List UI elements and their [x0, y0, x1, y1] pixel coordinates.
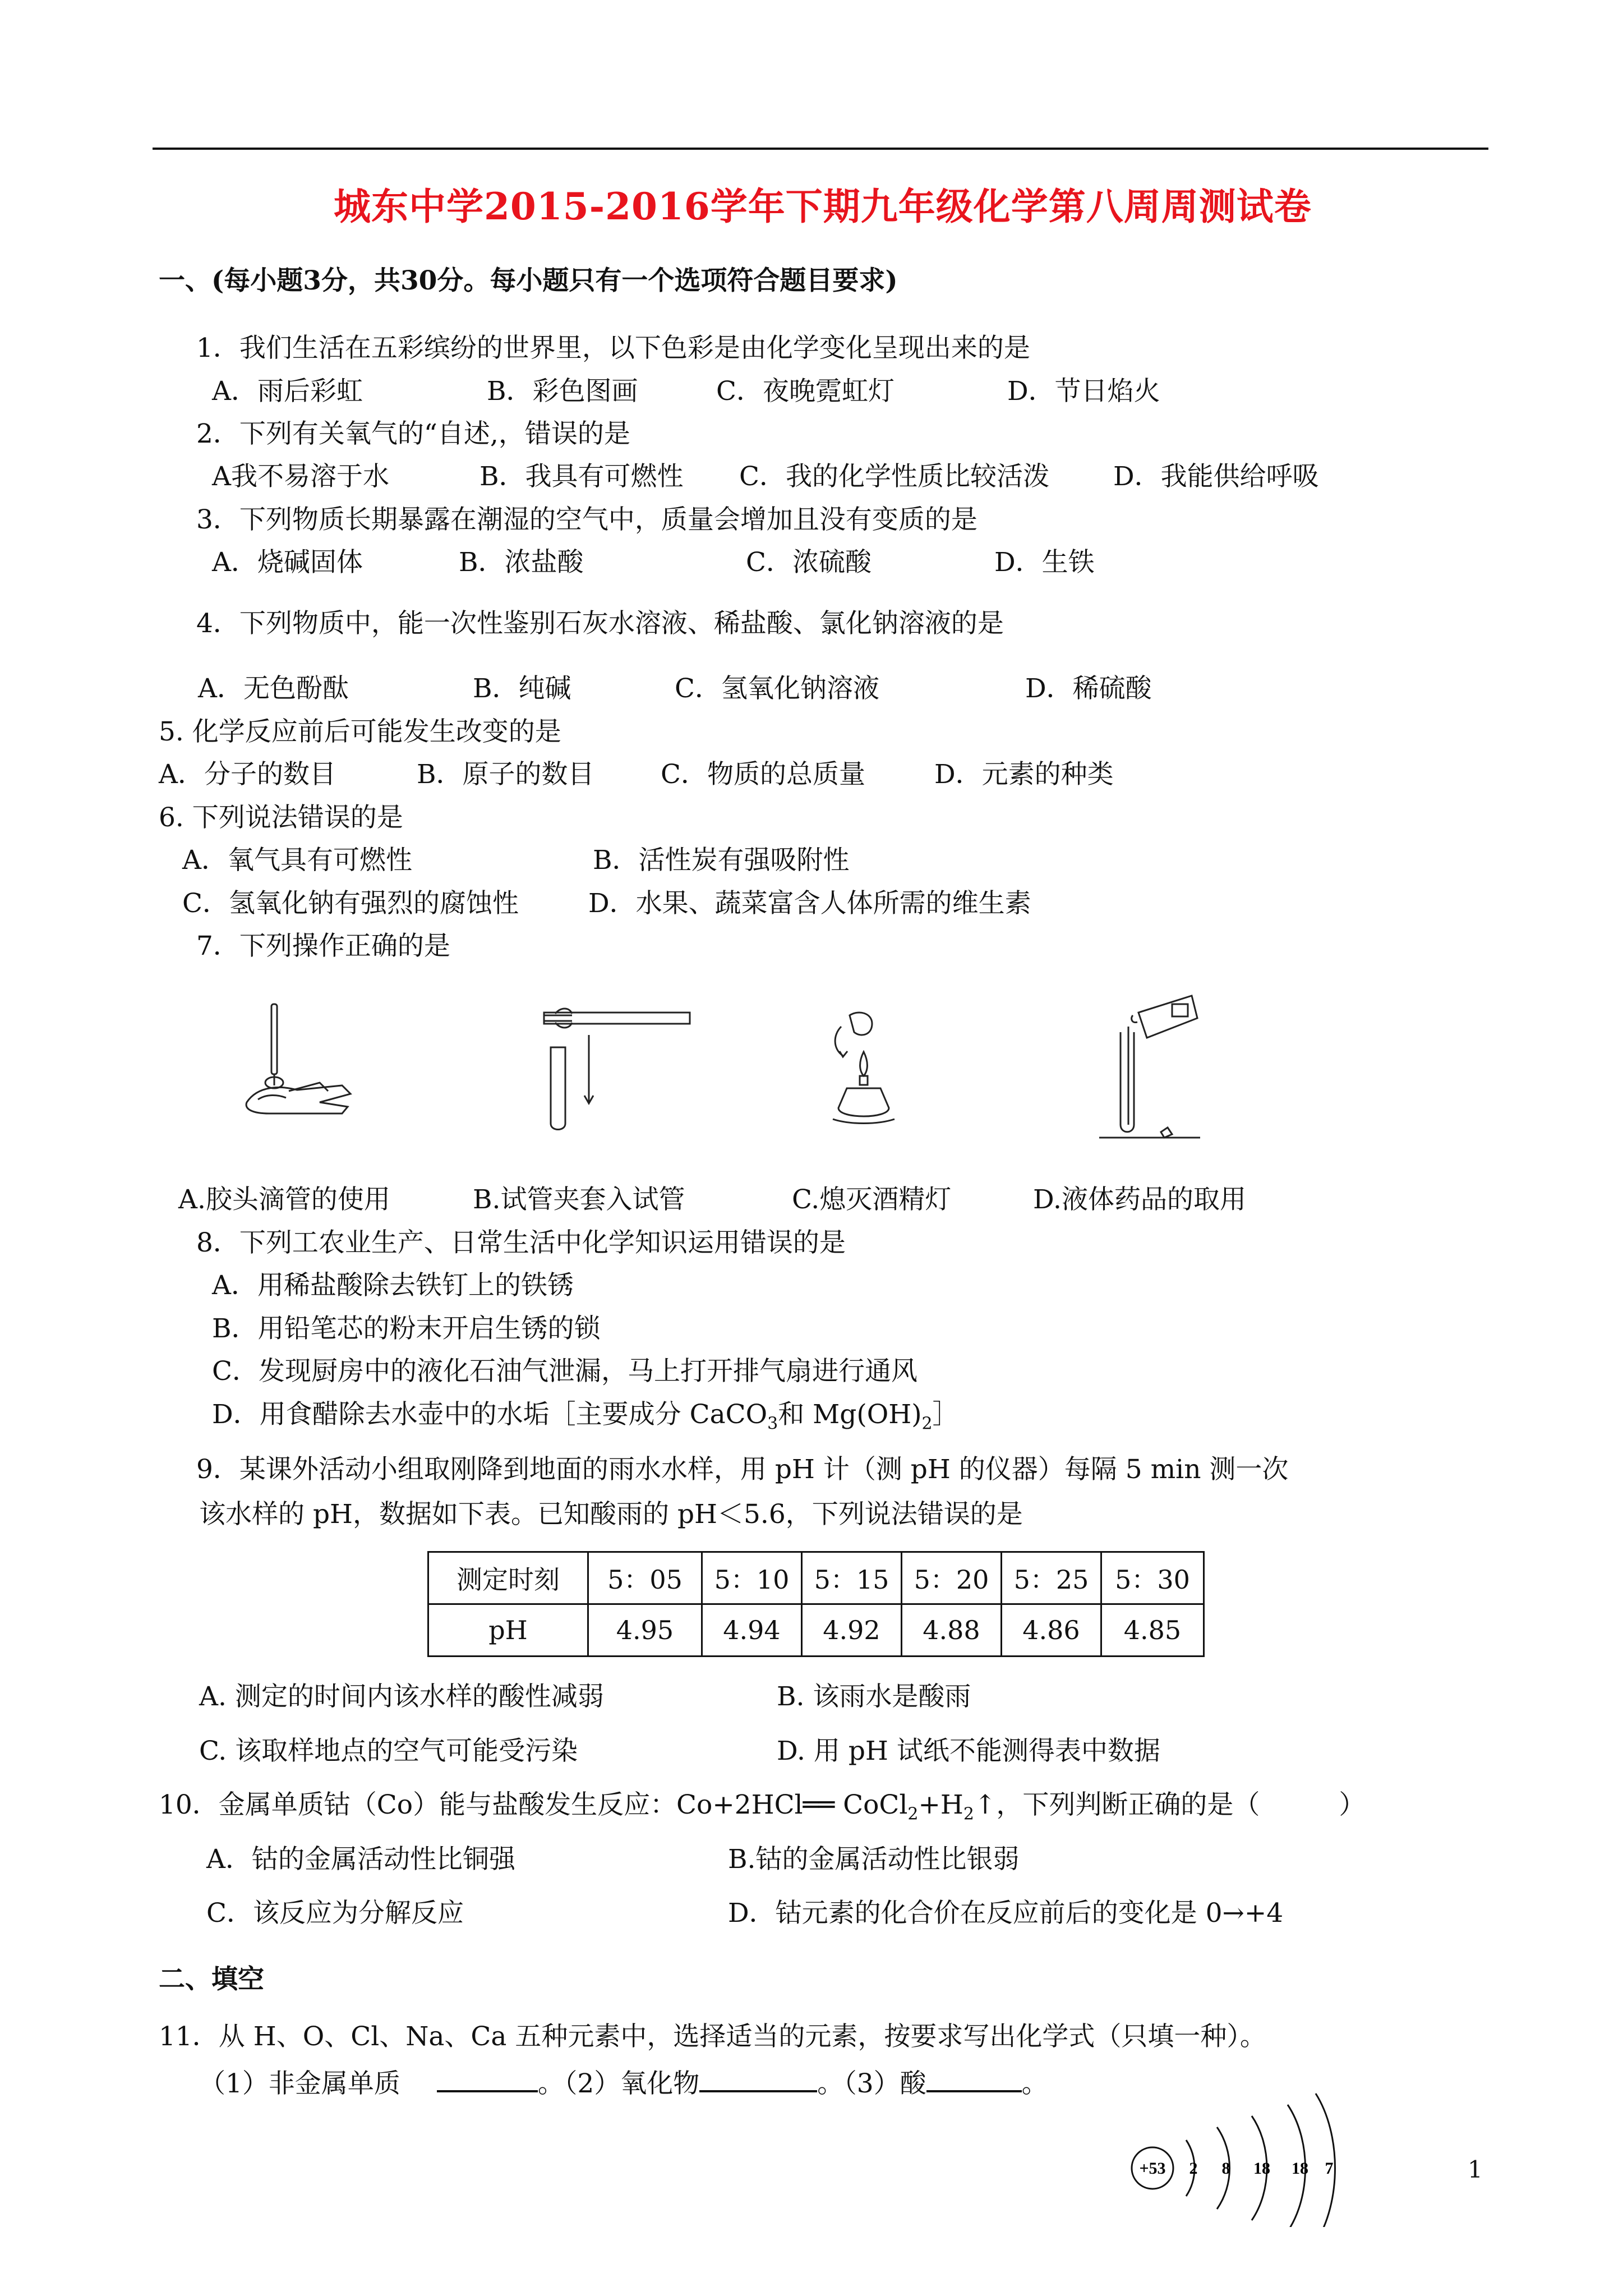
table-cell: 4.88 [902, 1604, 1002, 1657]
shell-electron-count: 18 [1253, 2159, 1270, 2178]
q4-stem: 4．下列物质中，能一次性鉴别石灰水溶液、稀盐酸、氯化钠溶液的是 [196, 608, 1004, 639]
q9-option-b: B. 该雨水是酸雨 [777, 1681, 971, 1712]
test-tube-clamp-illustration [538, 1001, 695, 1136]
table-header-time: 测定时刻 [428, 1552, 588, 1604]
q2-option-a: A我不易溶于水 [212, 461, 389, 492]
q3-option-b: B．浓盐酸 [459, 547, 584, 578]
table-cell: 4.85 [1101, 1604, 1204, 1657]
q11-fill-line: （1）非金属单质 。（2）氧化物 。（3）酸 。 [199, 2068, 1048, 2099]
table-header-ph: pH [428, 1604, 588, 1657]
q10-stem: 10．金属单质钴（Co）能与盐酸发生反应：Co+2HCl══ $CoCl_2+H_2↑$，下列判断正确的是（ ） [159, 1789, 1366, 1824]
table-cell: 5：20 [902, 1552, 1002, 1604]
nucleus-charge: +53 [1139, 2159, 1166, 2178]
shell-electron-count: 7 [1325, 2159, 1334, 2178]
table-cell: 5：15 [802, 1552, 902, 1604]
q4-option-a: A．无色酚酞 [198, 673, 349, 704]
q5-option-b: B．原子的数目 [417, 759, 594, 790]
table-cell: 4.92 [802, 1604, 902, 1657]
liquid-pouring-illustration [1094, 987, 1206, 1144]
q8-option-a: A．用稀盐酸除去铁钉上的铁锈 [212, 1270, 574, 1301]
q1-option-d: D．节日焰火 [1007, 376, 1160, 407]
q5-stem: 5. 化学反应前后可能发生改变的是 [159, 716, 561, 747]
q5-option-c: C．物质的总质量 [661, 759, 865, 790]
q9-stem-line2: 该水样的 pH，数据如下表。已知酸雨的 pH＜5.6，下列说法错误的是 [199, 1499, 1023, 1530]
q9-stem-line1: 9．某课外活动小组取刚降到地面的雨水水样，用 pH 计（测 pH 的仪器）每隔 5 min 测一次 [196, 1454, 1289, 1485]
table-cell: 4.94 [702, 1604, 802, 1657]
q9-option-a: A. 测定的时间内该水样的酸性减弱 [199, 1681, 604, 1712]
q6-option-d: D．水果、蔬菜富含人体所需的维生素 [588, 888, 1031, 919]
q7-stem: 7．下列操作正确的是 [196, 931, 450, 961]
q7-option-a: A.胶头滴管的使用 [178, 1184, 390, 1215]
q2-stem: 2．下列有关氧气的“自述,，错误的是 [196, 418, 630, 449]
q3-option-d: D．生铁 [994, 547, 1095, 578]
ph-data-table [427, 1551, 1205, 1657]
table-row-time [428, 1552, 1204, 1604]
table-row-ph [428, 1604, 1204, 1657]
q5-option-d: D．元素的种类 [934, 759, 1114, 790]
table-cell: 5：10 [702, 1552, 802, 1604]
q8-option-b: B．用铅笔芯的粉末开启生锈的锁 [212, 1313, 601, 1344]
q3-option-a: A．烧碱固体 [212, 547, 363, 578]
q10-option-b: B.钴的金属活动性比银弱 [728, 1844, 1020, 1875]
table-cell: 5：25 [1002, 1552, 1101, 1604]
q2-option-d: D．我能供给呼吸 [1113, 461, 1319, 492]
q1-option-b: B．彩色图画 [487, 376, 638, 407]
q4-option-c: C．氢氧化钠溶液 [675, 673, 879, 704]
q1-option-c: C．夜晚霓虹灯 [716, 376, 895, 407]
alcohol-lamp-illustration [816, 1010, 911, 1128]
header-rule [153, 148, 1488, 150]
q3-stem: 3．下列物质长期暴露在潮湿的空气中，质量会增加且没有变质的是 [196, 504, 978, 535]
answer-blank-acid[interactable] [926, 2068, 1022, 2092]
q11-stem: 11．从 H、O、Cl、Na、Ca 五种元素中，选择适当的元素，按要求写出化学式（只填一种）。 [159, 2021, 1266, 2052]
dropper-usage-illustration [236, 1001, 359, 1119]
q8-option-c: C．发现厨房中的液化石油气泄漏，马上打开排气扇进行通风 [212, 1356, 917, 1387]
q2-option-b: B．我具有可燃性 [479, 461, 684, 492]
table-cell: 4.86 [1002, 1604, 1101, 1657]
q10-option-d: D．钴元素的化合价在反应前后的变化是 0→+4 [728, 1898, 1284, 1929]
q6-stem: 6. 下列说法错误的是 [159, 802, 403, 833]
section1-header: 一、(每小题3分，共30分。每小题只有一个选项符合题目要求) [159, 265, 898, 296]
shell-electron-count: 2 [1189, 2159, 1198, 2178]
q1-stem: 1．我们生活在五彩缤纷的世界里，以下色彩是由化学变化呈现出来的是 [196, 333, 1030, 364]
q7-option-c: C.熄灭酒精灯 [792, 1184, 952, 1215]
table-cell: 5：05 [588, 1552, 702, 1604]
answer-blank-oxide[interactable] [699, 2068, 817, 2092]
q7-option-d: D.液体药品的取用 [1033, 1184, 1246, 1215]
q6-option-c: C．氢氧化钠有强烈的腐蚀性 [182, 888, 519, 919]
shell-electron-count: 18 [1292, 2159, 1308, 2178]
table-cell: 4.95 [588, 1604, 702, 1657]
q4-option-b: B．纯碱 [473, 673, 571, 704]
q8-option-d: D．用食醋除去水壶中的水垢［主要成分 CaCO$_3$和 $Mg(OH)_2]$ [212, 1399, 959, 1434]
q7-option-b: B.试管夹套入试管 [473, 1184, 685, 1215]
answer-blank-nonmetal[interactable] [437, 2068, 538, 2092]
q6-option-b: B．活性炭有强吸附性 [593, 845, 850, 876]
q4-option-d: D．稀硫酸 [1025, 673, 1152, 704]
q10-option-a: A．钴的金属活动性比铜强 [206, 1844, 515, 1875]
q2-option-c: C．我的化学性质比较活泼 [739, 461, 1049, 492]
q9-option-d: D. 用 pH 试纸不能测得表中数据 [777, 1736, 1160, 1766]
q6-option-a: A．氧气具有可燃性 [182, 845, 412, 876]
q9-option-c: C. 该取样地点的空气可能受污染 [199, 1736, 578, 1766]
page-title: 城东中学2015-2016学年下期九年级化学第八周周测试卷 [334, 185, 1312, 228]
q3-option-c: C．浓硫酸 [746, 547, 872, 578]
table-cell: 5：30 [1101, 1552, 1204, 1604]
q1-option-a: A．雨后彩虹 [212, 376, 363, 407]
q8-stem: 8．下列工农业生产、日常生活中化学知识运用错误的是 [196, 1227, 846, 1258]
q5-option-a: A．分子的数目 [159, 759, 336, 790]
q10-option-c: C．该反应为分解反应 [206, 1898, 464, 1929]
shell-electron-count: 8 [1221, 2159, 1230, 2178]
section2-header: 二、填空 [159, 1964, 264, 1995]
page-number: 1 [1468, 2156, 1483, 2183]
atom-structure-diagram [1122, 2087, 1346, 2227]
